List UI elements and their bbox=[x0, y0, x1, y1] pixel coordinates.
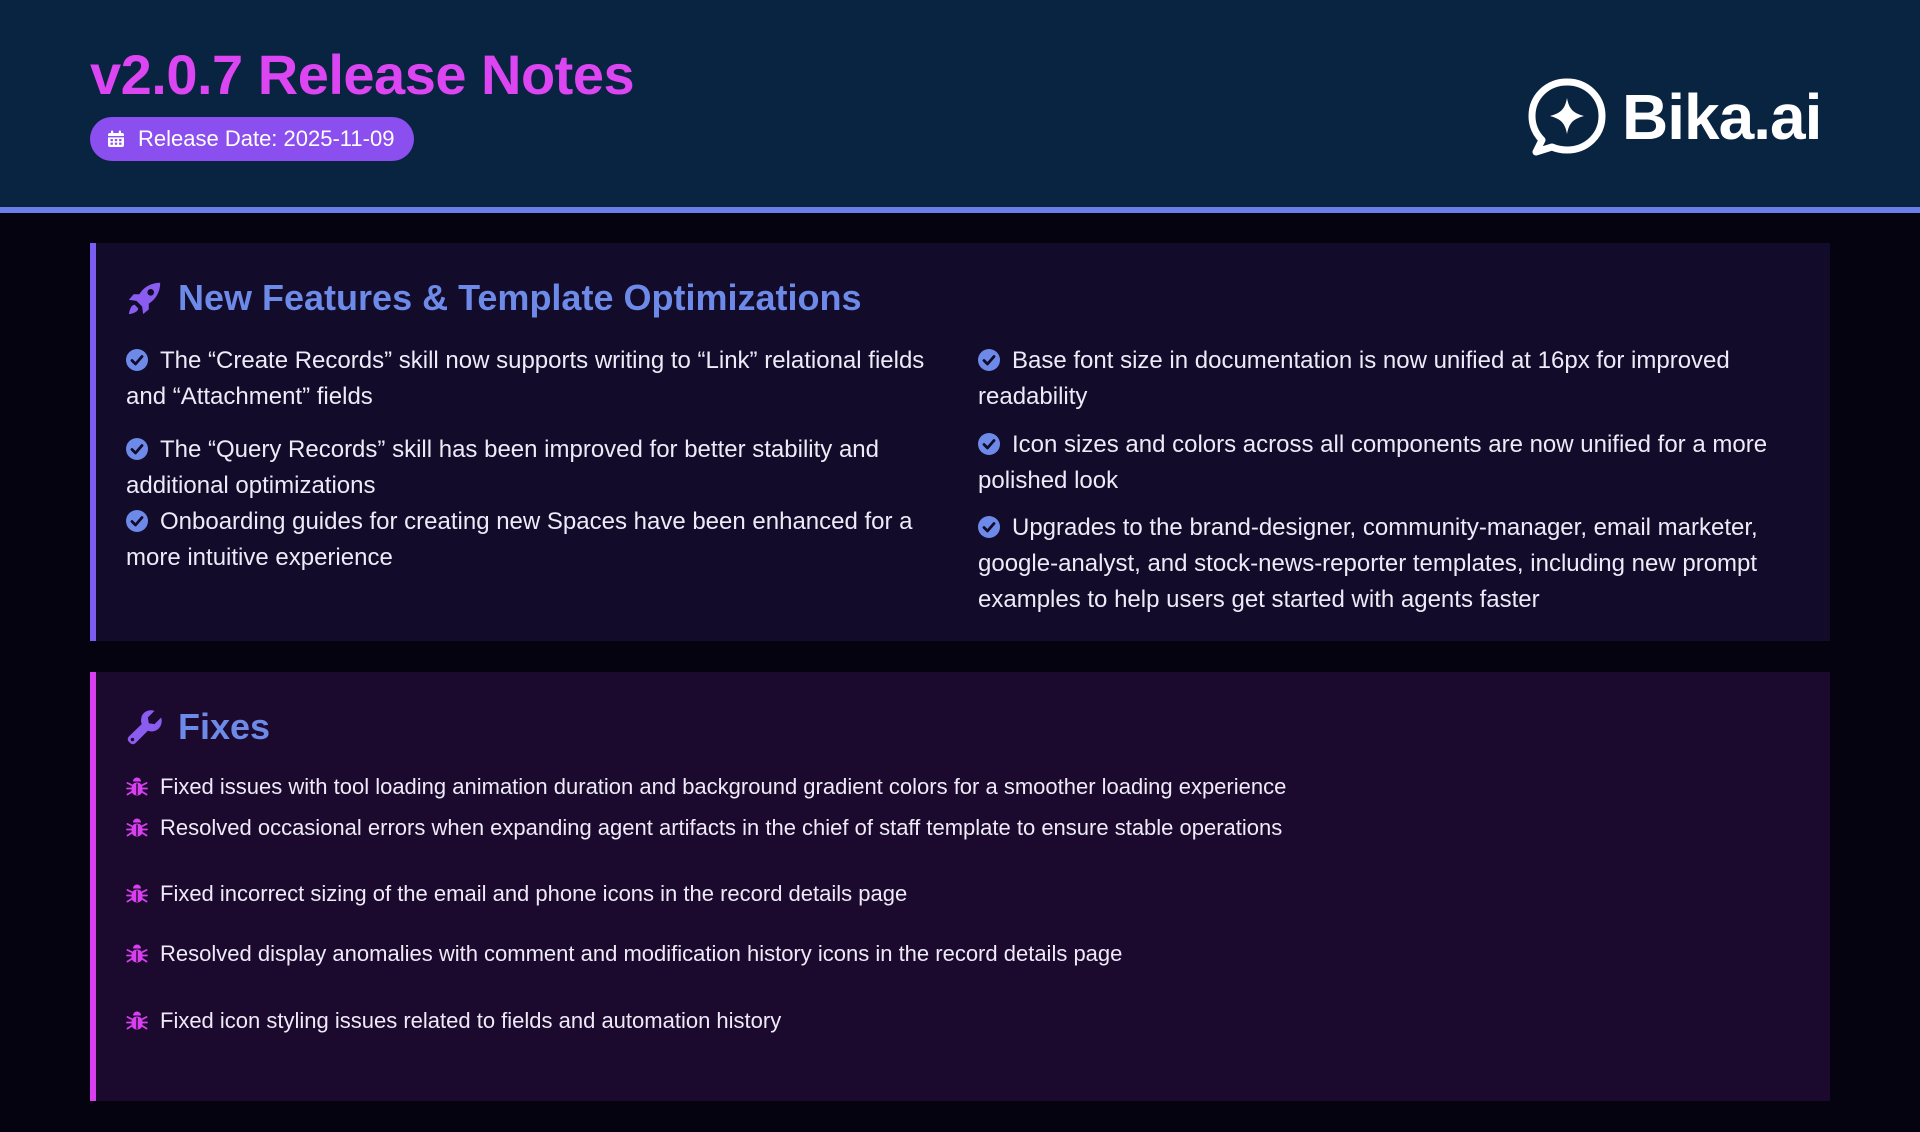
check-circle-icon bbox=[126, 438, 148, 460]
list-item bbox=[126, 432, 956, 504]
bug-icon bbox=[126, 883, 148, 905]
list-item bbox=[978, 427, 1808, 499]
features-heading-text: New Features & Template Optimizations bbox=[178, 277, 862, 318]
check-circle-icon bbox=[126, 349, 148, 371]
fix-text: Fixed icon styling issues related to fields and automation history bbox=[160, 1008, 782, 1033]
calendar-icon bbox=[106, 129, 126, 149]
chat-sparkle-icon bbox=[1526, 76, 1608, 158]
bug-icon bbox=[126, 776, 148, 798]
release-date-badge bbox=[90, 117, 414, 161]
bug-icon bbox=[126, 1010, 148, 1032]
list-item bbox=[126, 879, 907, 909]
feature-text: Upgrades to the brand-designer, community-manager, email marketer, google-analyst, and stock-news-reporter templates, including new prompt examples to help users get started with agents faster bbox=[978, 514, 1758, 613]
release-date-text: Release Date: 2025-11-09 bbox=[138, 126, 395, 151]
check-circle-icon bbox=[978, 433, 1000, 455]
list-item bbox=[126, 504, 956, 576]
fix-text: Resolved occasional errors when expanding agent artifacts in the chief of staff template to ensure stable operations bbox=[160, 815, 1283, 840]
header bbox=[0, 0, 1920, 207]
fix-text: Resolved display anomalies with comment and modification history icons in the record details page bbox=[160, 941, 1123, 966]
list-item bbox=[126, 813, 1282, 843]
features-card bbox=[90, 243, 1830, 641]
rocket-icon bbox=[126, 279, 164, 317]
features-heading bbox=[126, 273, 861, 323]
fix-text: Fixed incorrect sizing of the email and phone icons in the record details page bbox=[160, 881, 908, 906]
feature-text: Onboarding guides for creating new Spaces have been enhanced for a more intuitive experience bbox=[126, 508, 913, 571]
list-item bbox=[126, 939, 1122, 969]
fixes-heading bbox=[126, 702, 270, 752]
feature-text: The “Create Records” skill now supports writing to “Link” relational fields and “Attachment” fields bbox=[126, 347, 925, 410]
list-item bbox=[978, 343, 1808, 415]
check-circle-icon bbox=[978, 349, 1000, 371]
logo-text: Bika.ai bbox=[1622, 81, 1822, 153]
header-divider bbox=[0, 207, 1920, 213]
wrench-icon bbox=[126, 708, 164, 746]
check-circle-icon bbox=[978, 516, 1000, 538]
page-title: v2.0.7 Release Notes bbox=[90, 43, 635, 106]
list-item bbox=[126, 772, 1286, 802]
list-item bbox=[126, 1006, 781, 1036]
feature-text: Icon sizes and colors across all components are now unified for a more polished look bbox=[978, 431, 1768, 494]
fix-text: Fixed issues with tool loading animation duration and background gradient colors for a smoother loading experience bbox=[160, 774, 1287, 799]
bug-icon bbox=[126, 817, 148, 839]
list-item bbox=[978, 510, 1808, 618]
fixes-heading-text: Fixes bbox=[178, 706, 271, 747]
list-item bbox=[126, 343, 956, 415]
check-circle-icon bbox=[126, 510, 148, 532]
bika-logo bbox=[1526, 76, 1821, 158]
fixes-card bbox=[90, 672, 1830, 1101]
bug-icon bbox=[126, 943, 148, 965]
feature-text: The “Query Records” skill has been improved for better stability and additional optimizations bbox=[126, 436, 879, 499]
feature-text: Base font size in documentation is now unified at 16px for improved readability bbox=[978, 347, 1730, 410]
